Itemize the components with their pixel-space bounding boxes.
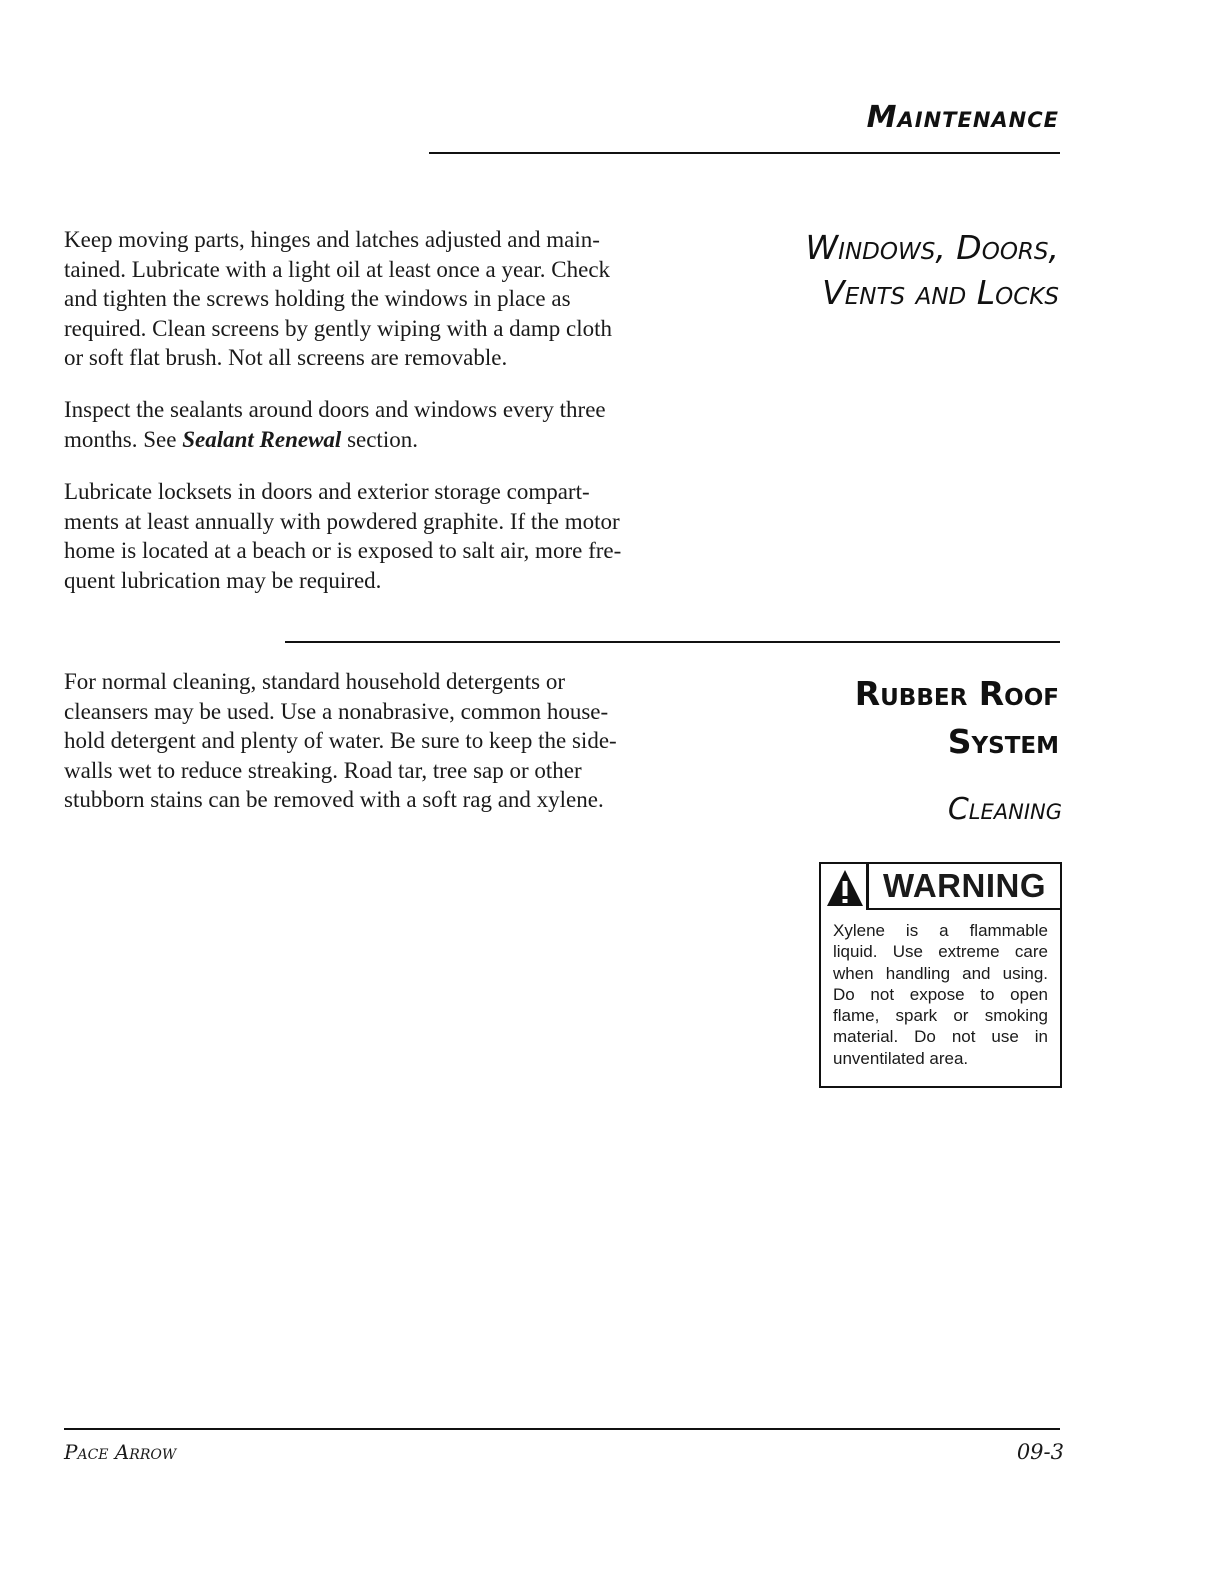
text-line: home is located at a beach or is exposed to salt air, more fre- — [64, 538, 622, 563]
header-rule — [429, 152, 1060, 154]
cleaning-subheading: Cleaning — [947, 792, 1062, 827]
text-line: required. Clean screens by gently wiping with a damp cloth — [64, 315, 613, 341]
windows-heading-line2: Vents and Locks — [822, 273, 1059, 312]
roof-paragraph — [64, 667, 704, 815]
page-header-title: Maintenance — [866, 100, 1059, 135]
text-line: walls wet to reduce streaking. Road tar, tree sap or other — [64, 757, 582, 783]
text-line: tained. Lubricate with a light oil at least once a year. Check — [64, 256, 611, 282]
text-line: quent lubrication may be required. — [64, 567, 382, 593]
warning-box — [819, 862, 1062, 1088]
windows-paragraph-3 — [64, 477, 704, 595]
footer-publication-name: Pace Arrow — [64, 1440, 177, 1464]
windows-paragraph-2 — [64, 395, 704, 454]
text-line: or soft flat brush. Not all screens are removable. — [64, 345, 508, 370]
text-line: and tighten the screws holding the windows in place as — [64, 286, 571, 311]
roof-section-heading — [659, 670, 1059, 766]
windows-section-heading — [659, 225, 1059, 315]
text-run: section. — [341, 426, 418, 452]
footer-page-number: 09-3 — [1016, 1440, 1064, 1464]
sealant-renewal-reference: Sealant Renewal — [182, 426, 342, 452]
warning-label: WARNING — [866, 862, 1062, 910]
text-line: stubborn stains can be removed with a soft rag and xylene. — [64, 787, 604, 812]
warning-triangle-icon — [825, 868, 865, 908]
windows-heading-line1: Windows, Doors, — [805, 228, 1059, 267]
roof-heading-line2: System — [947, 722, 1059, 761]
text-line: Lubricate locksets in doors and exterior storage compart- — [64, 479, 590, 504]
text-line: Inspect the sealants around doors and windows every three — [64, 397, 606, 422]
text-line: cleansers may be used. Use a nonabrasive, common house- — [64, 698, 609, 724]
text-run: months. See — [64, 426, 183, 452]
footer-rule — [64, 1428, 1060, 1430]
text-line: For normal cleaning, standard household detergents or — [64, 669, 565, 694]
warning-text: Xylene is a flammable liquid. Use extreme care when handling and using. Do not expose to open flame, spark or smoking material. Do not use in unventilated area. — [833, 921, 1048, 1068]
text-line — [64, 425, 704, 455]
text-line: hold detergent and plenty of water. Be sure to keep the side- — [64, 728, 617, 753]
roof-heading-line1: Rubber Roof — [854, 674, 1059, 713]
section-divider — [285, 641, 1060, 643]
text-line: ments at least annually with powdered graphite. If the motor — [64, 508, 620, 534]
text-line: Keep moving parts, hinges and latches adjusted and main- — [64, 227, 600, 252]
windows-paragraph-1 — [64, 225, 704, 373]
